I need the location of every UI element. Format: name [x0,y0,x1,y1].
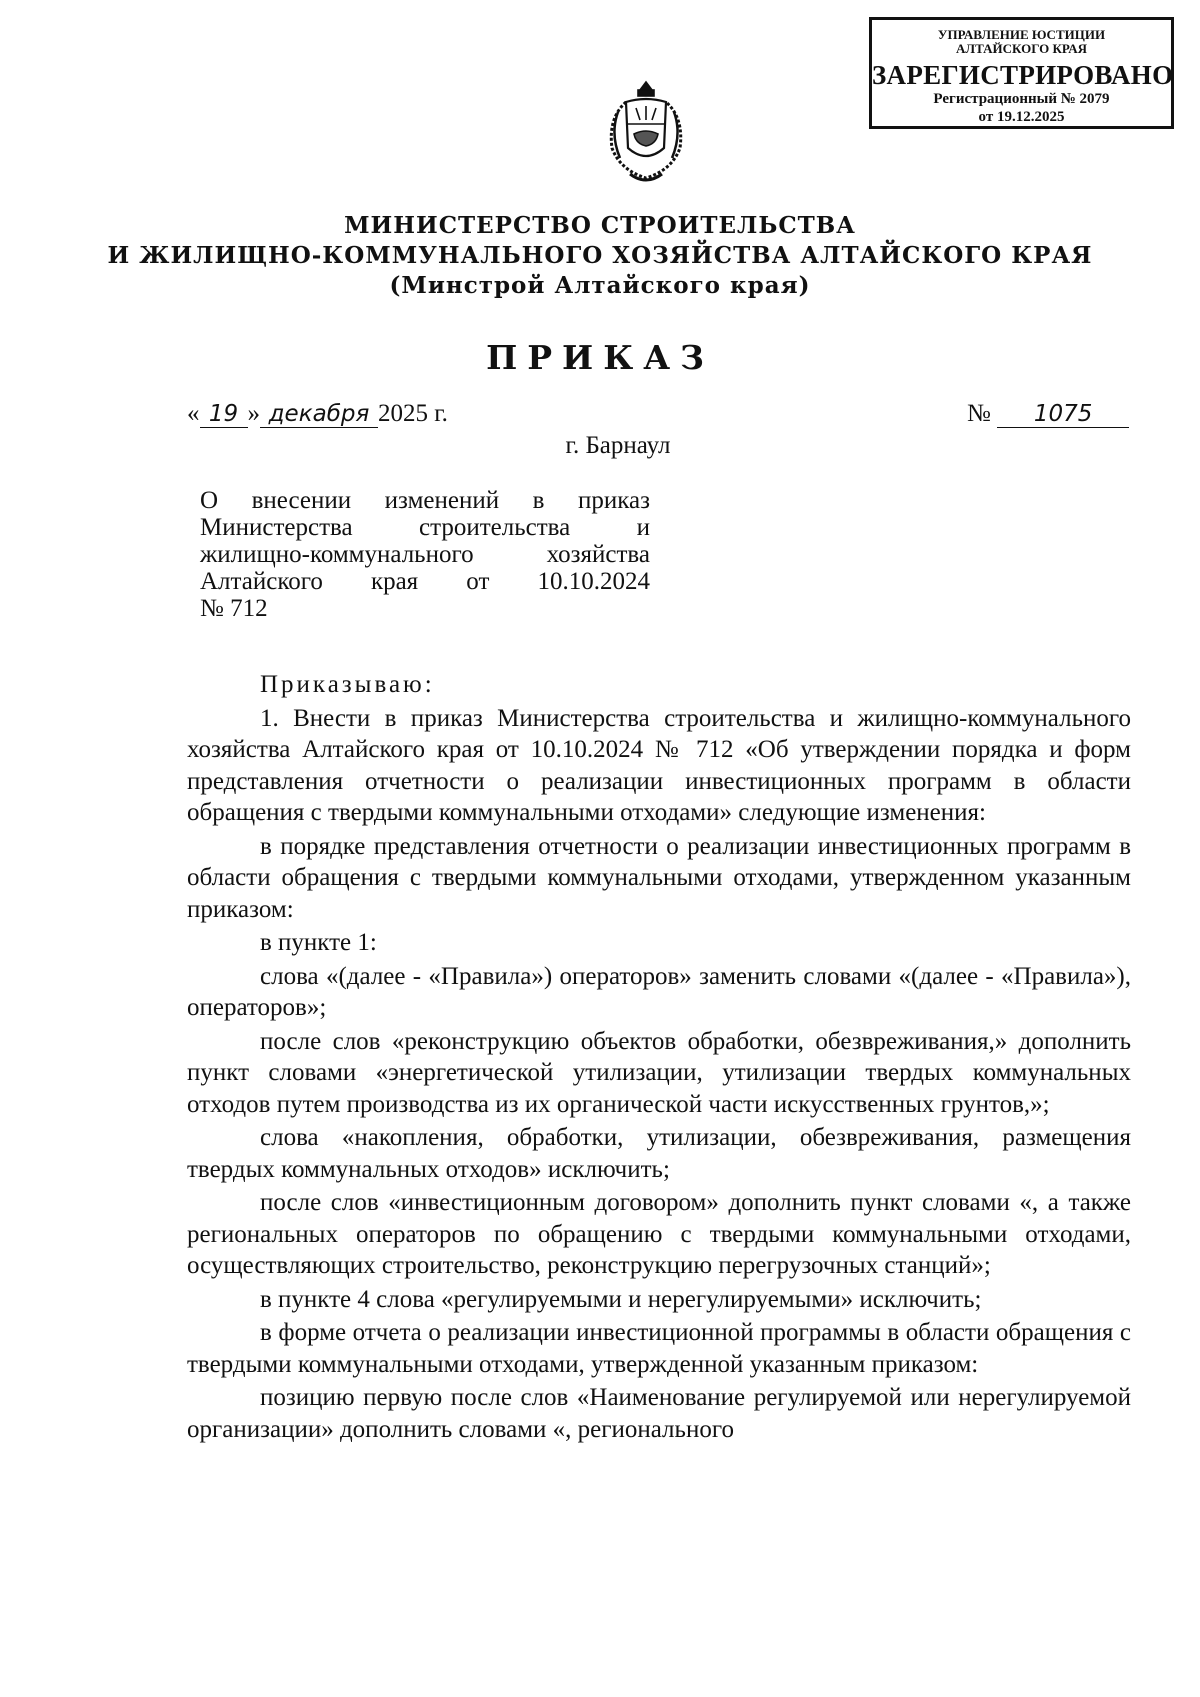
order-year: 2025 г. [378,400,448,427]
subject-line: О внесении изменений в приказ [200,487,650,514]
body-paragraph: после слов «реконструкцию объектов обработки, обезвреживания,» дополнить пункт словами «энергетической утилизации, утилизации твердых коммунальных отходов путем производства из их органической части искусственных грунтов,»; [187,1027,1131,1118]
order-subject [200,487,650,622]
date-open-quote: « [187,400,200,427]
subject-line: № 712 [200,595,268,622]
body-paragraph: в порядке представления отчетности о реализации инвестиционных программ в области обращения с твердыми коммунальными отходами, утвержденном указанным приказом: [187,832,1131,923]
registration-stamp [869,17,1174,129]
document-type-title: ПРИКАЗ [486,338,714,377]
stamp-dept-line2: АЛТАЙСКОГО КРАЯ [956,41,1087,56]
stamp-status: ЗАРЕГИСТРИРОВАНО [872,60,1174,90]
subject-line: Министерства строительства и [200,514,650,541]
order-date [187,400,448,428]
order-directive: Приказываю: [260,671,435,698]
order-month: декабря [260,401,378,428]
body-paragraph: в пункте 4 слова «регулируемыми и нерегулируемыми» исключить; [260,1285,982,1313]
body-paragraph: слова «накопления, обработки, утилизации, обезвреживания, размещения твердых коммунальных отходов» исключить; [187,1124,1131,1183]
order-day: 19 [200,401,248,428]
order-body [187,669,1131,1447]
ministry-line2: И ЖИЛИЩНО-КОММУНАЛЬНОГО ХОЗЯЙСТВА АЛТАЙСКОГО КРАЯ [107,242,1093,269]
order-number-prefix: № [967,400,991,427]
body-paragraph: слова «(далее - «Правила») операторов» заменить словами «(далее - «Правила»), операторов»; [187,962,1131,1021]
date-close-quote: » [247,400,260,427]
body-paragraph: после слов «инвестиционным договором» дополнить пункт словами «, а также региональных операторов по обращению с твердыми коммунальными отходами, осуществляющих строительство, реконструкцию перегрузочных станций»; [187,1189,1131,1279]
ministry-header [0,211,1200,301]
body-paragraph: в форме отчета о реализации инвестиционной программы в области обращения с твердыми коммунальными отходами, утвержденной указанным приказом: [187,1319,1131,1378]
order-number-value: 1075 [997,401,1129,428]
stamp-dept-line1: УПРАВЛЕНИЕ ЮСТИЦИИ [937,27,1106,42]
ministry-line1: МИНИСТЕРСТВО СТРОИТЕЛЬСТВА [344,212,856,239]
subject-line: жилищно-коммунального хозяйства [200,541,650,568]
coat-of-arms-icon [600,78,692,190]
stamp-reg-date: от 19.12.2025 [978,109,1065,125]
ministry-short-name: (Минстрой Алтайского края) [389,272,811,299]
body-paragraph: позицию первую после слов «Наименование регулируемой или нерегулируемой организации» дополнить словами «, регионального [187,1384,1131,1443]
body-paragraph: в пункте 1: [260,929,377,956]
subject-line: Алтайского края от 10.10.2024 [200,568,650,595]
stamp-department [872,28,1171,56]
order-number [967,400,1129,428]
order-city: г. Барнаул [565,432,671,459]
stamp-reg-number: Регистрационный № 2079 [933,91,1110,107]
body-paragraph: 1. Внести в приказ Министерства строительства и жилищно-коммунального хозяйства Алтайского края от 10.10.2024 № 712 «Об утверждении порядка и форм представления отчетности о реализации инвестиционных программ в области обращения с твердыми коммунальными отходами» следующие изменения: [187,704,1131,826]
